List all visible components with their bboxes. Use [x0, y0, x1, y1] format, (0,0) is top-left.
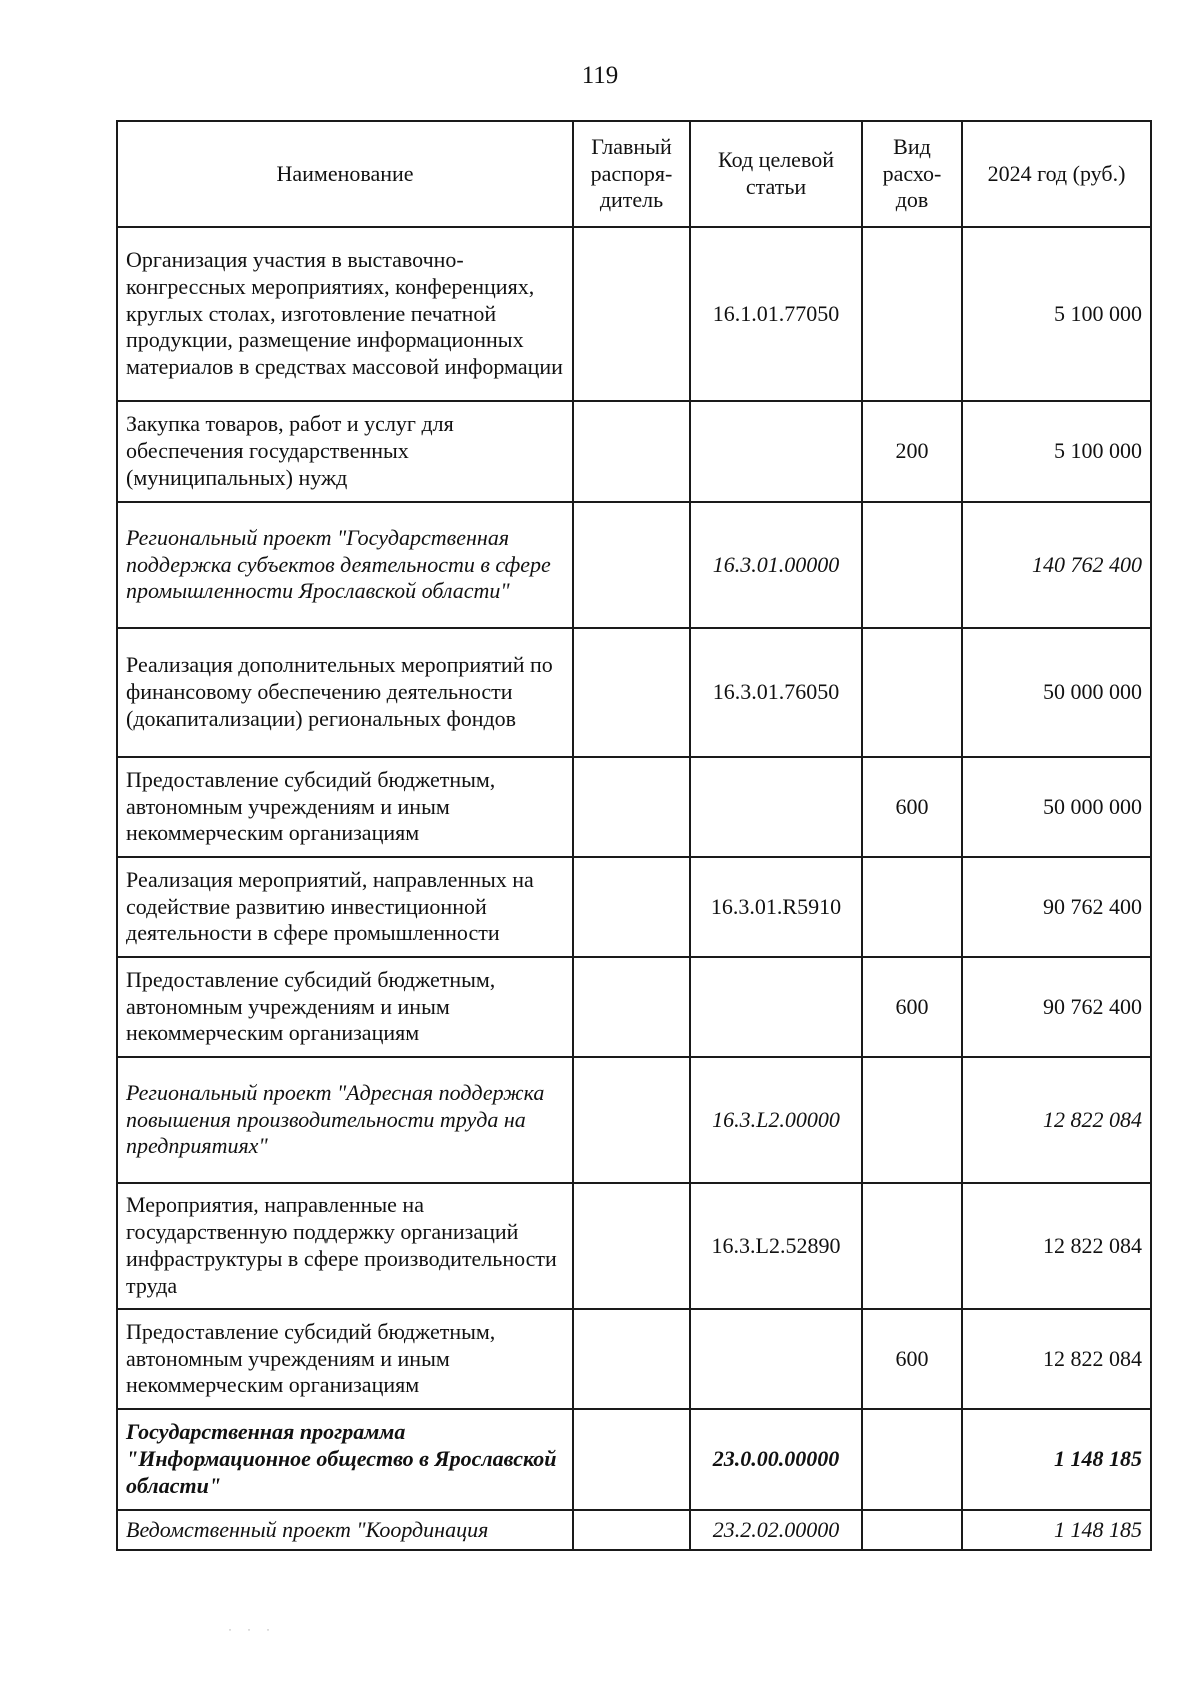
header-name: Наименование: [117, 121, 573, 227]
cell-code: 16.3.01.R5910: [690, 857, 862, 957]
cell-vid: [862, 227, 962, 401]
cell-vid: [862, 1409, 962, 1510]
table-header-row: [117, 121, 1151, 227]
cell-code: [690, 1309, 862, 1409]
cell-grbs: [573, 227, 690, 401]
header-grbs: Главный распоря-дитель: [573, 121, 690, 227]
cell-grbs: [573, 957, 690, 1057]
budget-table: [116, 120, 1152, 1551]
header-code: Код целевой статьи: [690, 121, 862, 227]
cell-name: Предоставление субсидий бюджетным, автономным учреждениям и иным некоммерческим организациям: [117, 1309, 573, 1409]
cell-sum: 1 148 185: [962, 1510, 1151, 1550]
table-row: [117, 227, 1151, 401]
cell-sum: 90 762 400: [962, 957, 1151, 1057]
cell-name: Мероприятия, направленные на государственную поддержку организаций инфраструктуры в сфере производительности труда: [117, 1183, 573, 1309]
cell-sum: 1 148 185: [962, 1409, 1151, 1510]
cell-sum: 140 762 400: [962, 502, 1151, 628]
cell-grbs: [573, 1510, 690, 1550]
cell-grbs: [573, 757, 690, 857]
cell-name: Реализация мероприятий, направленных на содействие развитию инвестиционной деятельности в сфере промышленности: [117, 857, 573, 957]
cell-sum: 5 100 000: [962, 401, 1151, 502]
cell-vid: [862, 502, 962, 628]
table-body: [117, 227, 1151, 1550]
cell-vid: [862, 1183, 962, 1309]
table-row: [117, 1510, 1151, 1550]
cell-sum: 50 000 000: [962, 628, 1151, 757]
cell-vid: [862, 857, 962, 957]
cell-vid: 200: [862, 401, 962, 502]
cell-code: 16.1.01.77050: [690, 227, 862, 401]
cell-name: Ведомственный проект "Координация: [117, 1510, 573, 1550]
cell-code: 16.3.L2.52890: [690, 1183, 862, 1309]
cell-grbs: [573, 628, 690, 757]
table-row: [117, 957, 1151, 1057]
cell-grbs: [573, 1183, 690, 1309]
cell-code: 23.2.02.00000: [690, 1510, 862, 1550]
table-row: [117, 1409, 1151, 1510]
cell-code: 16.3.01.76050: [690, 628, 862, 757]
cell-name: Закупка товаров, работ и услуг для обеспечения государственных (муниципальных) нужд: [117, 401, 573, 502]
cell-sum: 90 762 400: [962, 857, 1151, 957]
cell-grbs: [573, 1309, 690, 1409]
cell-sum: 50 000 000: [962, 757, 1151, 857]
cell-name: Региональный проект "Адресная поддержка повышения производительности труда на предприятиях": [117, 1057, 573, 1183]
scan-specks: ˙ ˙ ˙: [228, 1626, 276, 1640]
cell-name: Предоставление субсидий бюджетным, автономным учреждениям и иным некоммерческим организациям: [117, 957, 573, 1057]
cell-grbs: [573, 1057, 690, 1183]
cell-vid: 600: [862, 957, 962, 1057]
cell-sum: 12 822 084: [962, 1057, 1151, 1183]
cell-code: [690, 401, 862, 502]
cell-sum: 12 822 084: [962, 1309, 1151, 1409]
header-vid: Вид расхо-дов: [862, 121, 962, 227]
table-row: [117, 502, 1151, 628]
header-sum: 2024 год (руб.): [962, 121, 1151, 227]
cell-vid: [862, 1057, 962, 1183]
cell-grbs: [573, 1409, 690, 1510]
cell-sum: 5 100 000: [962, 227, 1151, 401]
cell-name: Региональный проект "Государственная поддержка субъектов деятельности в сфере промышленности Ярославской области": [117, 502, 573, 628]
cell-code: [690, 957, 862, 1057]
cell-name: Организация участия в выставочно-конгрессных мероприятиях, конференциях, круглых столах, изготовление печатной продукции, размещение информационных материалов в средствах массовой информации: [117, 227, 573, 401]
cell-grbs: [573, 857, 690, 957]
cell-name: Государственная программа "Информационное общество в Ярославской области": [117, 1409, 573, 1510]
cell-grbs: [573, 502, 690, 628]
table-row: [117, 1183, 1151, 1309]
table-row: [117, 857, 1151, 957]
cell-vid: [862, 628, 962, 757]
cell-sum: 12 822 084: [962, 1183, 1151, 1309]
page-number: 119: [581, 62, 619, 89]
table-row: [117, 401, 1151, 502]
cell-grbs: [573, 401, 690, 502]
table-row: [117, 757, 1151, 857]
cell-code: 16.3.01.00000: [690, 502, 862, 628]
cell-vid: 600: [862, 1309, 962, 1409]
cell-code: 23.0.00.00000: [690, 1409, 862, 1510]
table-row: [117, 628, 1151, 757]
cell-vid: [862, 1510, 962, 1550]
cell-name: Реализация дополнительных мероприятий по финансовому обеспечению деятельности (докапитализации) региональных фондов: [117, 628, 573, 757]
cell-name: Предоставление субсидий бюджетным, автономным учреждениям и иным некоммерческим организациям: [117, 757, 573, 857]
table-row: [117, 1057, 1151, 1183]
cell-vid: 600: [862, 757, 962, 857]
cell-code: [690, 757, 862, 857]
cell-code: 16.3.L2.00000: [690, 1057, 862, 1183]
table-row: [117, 1309, 1151, 1409]
